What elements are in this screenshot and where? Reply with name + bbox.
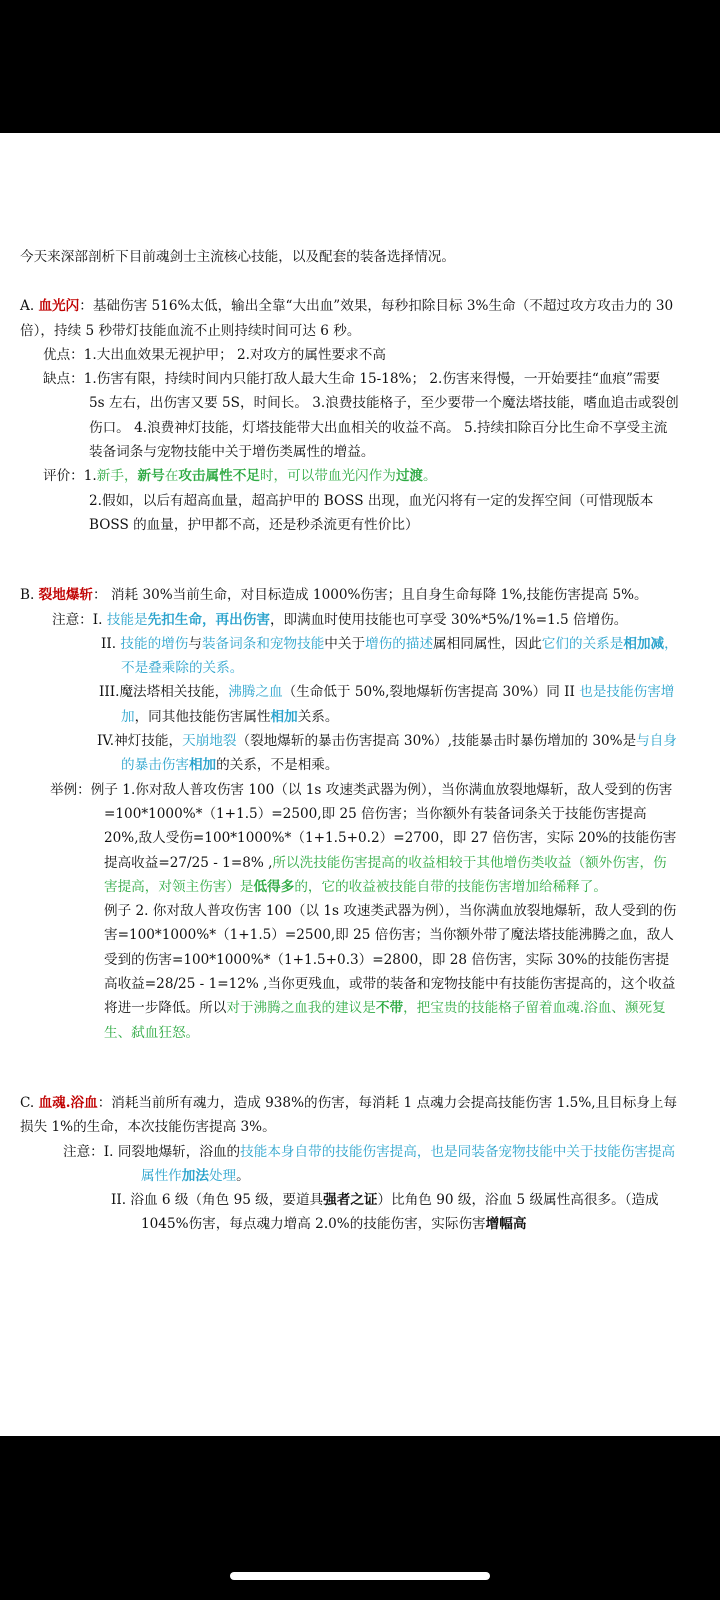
c-note-1-a: 同裂地爆斩，浴血的 [117, 1143, 241, 1160]
note-4-num: IV. [97, 733, 115, 750]
section-a-header [20, 294, 680, 343]
note-3-c: （生命低于 50%,裂地爆斩伤害提高 30%）同 II [282, 684, 580, 701]
example-1-b: 所以洗技能伤害提高的收益相较于其他增伤类收益（额外伤害，伤害提高，对领主伤害）是 [104, 854, 667, 895]
note-2-b: 与 [188, 635, 202, 652]
c-note-1-d: 处理 [208, 1167, 237, 1184]
section-a-eval-2: 2.假如，以后有超高血量，超高护甲的 BOSS 出现，血光闪将有一定的发挥空间（可惜现版本 BOSS 的血量，护甲都不高，还是秒杀流更有性价比） [89, 492, 654, 533]
section-a-cons: 缺点：1.伤害有限，持续时间内只能打敌人最大生命 15-18%； 2.伤害来得慢，一开始要挂“血痕”需要 5s 左右，出伤害又要 5S，时间长。 3.浪费技能格子，至少要带一个魔法塔技能，嗜血追击或裂创伤口。 4.浪费神灯技能，灯塔技能带大出血相关的收益不高。 5.持续扣除百分比生命不享受主流装备词条与宠物技能中关于增伤类属性的增益。 [43, 371, 679, 461]
section-b-note-4 [20, 729, 680, 778]
section-b-note-label: 注意： [52, 611, 93, 628]
c-note-2-c: ）比角色 90 级，浴血 5 级属性高很多。（造成 1045%伤害，每点魂力增高 2.0%的技能伤害，实际伤害 [141, 1192, 659, 1233]
eval-1-new-account: 新号 [137, 468, 165, 485]
section-c-header [20, 1091, 680, 1140]
eval-1-transition: 过渡 [395, 468, 424, 485]
eval-1-end: 。 [423, 468, 437, 485]
section-c-colon: ： [97, 1094, 112, 1111]
document-page [0, 133, 720, 1436]
section-c-note-1 [20, 1140, 680, 1189]
note-2-f: 属相同属性，因此 [433, 635, 542, 652]
note-4-d: 与自身的暴击伤害 [121, 733, 677, 774]
example-2-d: ，把宝贵的技能格子留着血魂.浴血、濒死复生、弑血狂怒。 [104, 1000, 666, 1041]
section-b-colon: ： [93, 587, 107, 604]
top-bar [0, 0, 720, 133]
note-4-b: 天崩地裂 [182, 733, 237, 750]
intro-paragraph: 今天来深部剖析下目前魂剑士主流核心技能，以及配套的装备选择情况。 [20, 249, 455, 265]
section-c-note-2 [20, 1188, 680, 1237]
example-1-d: 的，它的收益被技能自带的技能伤害增加给稀释了。 [294, 878, 607, 895]
note-2-num: II. [101, 635, 117, 652]
note-1-a: 技能是 [106, 611, 148, 628]
section-a-desc: 基础伤害 516%太低，输出全靠“大出血”效果，每秒扣除目标 3%生命（不超过攻方攻击力的 30 倍），持续 5 秒带灯技能血流不止则持续时间可达 6 秒。 [20, 298, 674, 339]
section-b-note-3 [20, 680, 680, 729]
note-4-f: 的关系，不是相乘。 [216, 757, 339, 774]
section-b-title: 裂地爆斩 [38, 587, 94, 604]
section-a-eval-1 [20, 464, 680, 488]
example-1-a: 例子 1.你对敌人普攻伤害 100（以 1s 攻速类武器为例），当你满血放裂地爆斩，敌人受到的伤害=100*1000%*（1+1.5）=2500,即 25 倍伤害；当你额外有装备词条关于技能伤害提高 20%,敌人受伤=100*1000%*（1+1.5+0.2）=2700，即 27 倍伤害，实际 20%的技能伤害提高收益=27/25 - 1=8% , [90, 781, 677, 871]
eval-1-can-use: 时，可以带血光闪作为 [259, 468, 396, 485]
c-note-2-num: II. [111, 1192, 127, 1209]
eval-1-num: 1. [83, 468, 97, 485]
note-2-e: 增伤的描述 [365, 635, 434, 652]
note-1-num: I. [92, 611, 103, 628]
note-3-b: 沸腾之血 [228, 684, 283, 701]
section-b-label: B. [20, 587, 35, 604]
eval-1-newbie: 新手， [96, 468, 138, 485]
c-note-2-a: 浴血 6 级（角色 95 级，要道具 [130, 1192, 324, 1209]
section-c-desc: 消耗当前所有魂力，造成 938%的伤害，每消耗 1 点魂力会提高技能伤害 1.5%,且目标身上每损失 1%的生命，本次技能伤害提高 3%。 [20, 1094, 678, 1136]
note-3-g: 关系。 [297, 708, 339, 725]
note-3-e: ，同其他技能伤害属性 [134, 708, 271, 725]
note-3-f: 相加 [270, 708, 298, 725]
note-3-a: 魔法塔相关技能， [119, 684, 229, 701]
example-2-c: 不带 [375, 1000, 404, 1017]
section-a-label: A. [20, 298, 35, 315]
section-b-desc: 消耗 30%当前生命，对目标造成 1000%伤害；且自身生命每降 1%,技能伤害提高 5%。 [110, 587, 648, 604]
section-b-header [20, 583, 680, 607]
eval-1-at: 在 [164, 468, 179, 485]
note-1-b: 先扣生命，再出伤害 [147, 611, 270, 628]
note-4-a: 神灯技能， [114, 733, 183, 750]
c-note-1-e: 。 [236, 1167, 250, 1184]
section-b-example-2 [20, 899, 680, 1045]
section-c-note-label: 注意： [63, 1143, 104, 1160]
section-b-example-1 [20, 778, 680, 899]
section-b-note-1 [20, 608, 680, 632]
document-body [20, 245, 680, 1237]
example-2-b: 对于沸腾之血我的建议是 [226, 1000, 376, 1017]
note-2-h: 相加减 [623, 635, 665, 652]
note-1-c: ，即满血时使用技能也可享受 30%*5%/1%=1.5 倍增伤。 [269, 611, 628, 628]
home-indicator[interactable] [230, 1572, 490, 1580]
section-a-pros: 优点：1.大出血效果无视护甲； 2.对攻方的属性要求不高 [43, 346, 386, 363]
note-2-i: ，不是叠乘除的关系。 [121, 635, 678, 677]
example-2-a: 例子 2. 你对敌人普攻伤害 100（以 1s 攻速类武器为例），当你满血放裂地爆斩，敌人受到的伤害=100*1000%*（1+1.5）=2500,即 25 倍伤害；当你额外带了魔法塔技能沸腾之血，敌人受到的伤害=100*1000%*（1+1.5+0.3）=2800，即 28 倍伤害，实际 30%的技能伤害提高收益=28/25 - 1=12% ,当你更残血，或带的装备和宠物技能中有技能伤害提高的，这个收益将进一步降低。所以 [104, 903, 677, 1017]
section-a-colon: ： [79, 298, 93, 315]
section-b-example-label: 举例： [50, 781, 91, 798]
note-4-e: 相加 [188, 757, 217, 774]
c-note-2-b: 强者之证 [323, 1192, 378, 1209]
c-note-1-num: I. [103, 1143, 114, 1160]
section-b-note-2 [20, 632, 680, 681]
example-1-c: 低得多 [253, 878, 295, 895]
section-a-eval-label: 评价： [43, 468, 84, 485]
note-2-a: 技能的增伤 [120, 635, 189, 652]
c-note-1-b: 技能本身自带的技能伤害提高，也是同装备宠物技能中关于技能伤害提高属性作 [141, 1143, 676, 1184]
c-note-1-c: 加法 [181, 1167, 209, 1184]
note-2-c: 装备词条和宠物技能 [201, 635, 325, 652]
section-c-title: 血魂.浴血 [38, 1094, 98, 1111]
note-3-num: III. [99, 684, 120, 701]
section-c-label: C. [20, 1094, 35, 1111]
note-3-d: 也是技能伤害增加 [121, 684, 675, 725]
section-a-title: 血光闪 [38, 298, 80, 315]
c-note-2-d: 增幅高 [485, 1216, 527, 1233]
note-2-g: 它们的关系是 [541, 635, 624, 652]
note-4-c: （裂地爆斩的暴击伤害提高 30%）,技能暴击时暴伤增加的 30%是 [236, 733, 637, 750]
eval-1-insufficient: 攻击属性不足 [178, 468, 260, 485]
note-2-d: 中关于 [324, 635, 366, 652]
